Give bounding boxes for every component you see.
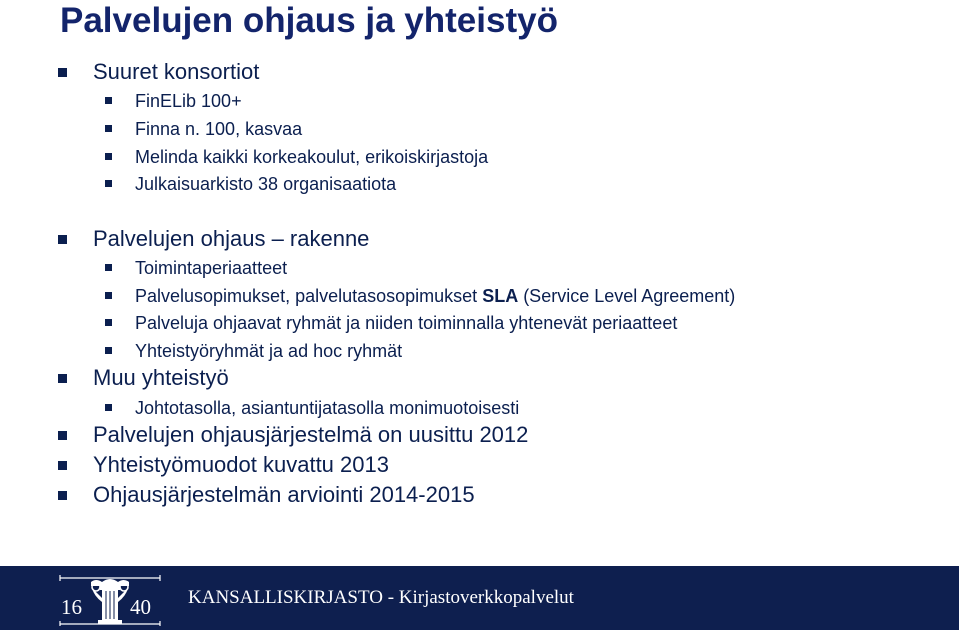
sub-bullet-item: Finna n. 100, kasvaa	[135, 119, 303, 139]
bullet-square-icon	[58, 461, 67, 470]
bullet-square-icon	[58, 68, 67, 77]
bullet-item: Suuret konsortiot	[93, 59, 260, 84]
bullet-square-icon	[58, 431, 67, 440]
sub-bullet-item: FinELib 100+	[135, 91, 242, 111]
sub-bullet-square-icon	[105, 264, 112, 271]
kansalliskirjasto-logo-icon	[58, 572, 162, 626]
bullet-item: Muu yhteistyö	[93, 365, 229, 390]
bullet-item: Palvelujen ohjaus – rakenne	[93, 226, 370, 251]
sub-bullet-square-icon	[105, 153, 112, 160]
sub-bullet-square-icon	[105, 125, 112, 132]
slide-title: Palvelujen ohjaus ja yhteistyö	[60, 1, 558, 40]
sub-bullet-square-icon	[105, 97, 112, 104]
sla-text-pre: Palvelusopimukset, palvelutasosopimukset	[135, 286, 483, 306]
sub-bullet-square-icon	[105, 404, 112, 411]
bullet-item: Palvelujen ohjausjärjestelmä on uusittu 2012	[93, 422, 529, 447]
footer-organization-text: KANSALLISKIRJASTO - Kirjastoverkkopalvelut	[188, 587, 574, 608]
logo-year-left: 16	[61, 595, 82, 619]
sub-bullet-square-icon	[105, 347, 112, 354]
sub-bullet-item: Julkaisuarkisto 38 organisaatiota	[135, 174, 397, 194]
sub-bullet-item: Yhteistyöryhmät ja ad hoc ryhmät	[135, 341, 403, 361]
sub-bullet-square-icon	[105, 292, 112, 299]
sub-bullet-item: Toimintaperiaatteet	[135, 258, 288, 278]
sla-text-post: (Service Level Agreement)	[518, 286, 736, 306]
footer-bar	[0, 566, 959, 630]
sub-bullet-item: Johtotasolla, asiantuntijatasolla monimuotoisesti	[135, 398, 520, 418]
sub-bullet-item: Melinda kaikki korkeakoulut, erikoiskirjastoja	[135, 147, 489, 167]
bullet-item: Yhteistyömuodot kuvattu 2013	[93, 452, 389, 477]
bullet-item: Ohjausjärjestelmän arviointi 2014-2015	[93, 482, 475, 507]
sub-bullet-item-sla	[135, 285, 735, 307]
sub-bullet-item: Palveluja ohjaavat ryhmät ja niiden toiminnalla yhtenevät periaatteet	[135, 313, 678, 333]
bullet-square-icon	[58, 235, 67, 244]
logo-year-right: 40	[130, 595, 151, 619]
bullet-square-icon	[58, 374, 67, 383]
bullet-square-icon	[58, 491, 67, 500]
sub-bullet-square-icon	[105, 319, 112, 326]
sub-bullet-square-icon	[105, 180, 112, 187]
sla-bold: SLA	[482, 286, 519, 306]
